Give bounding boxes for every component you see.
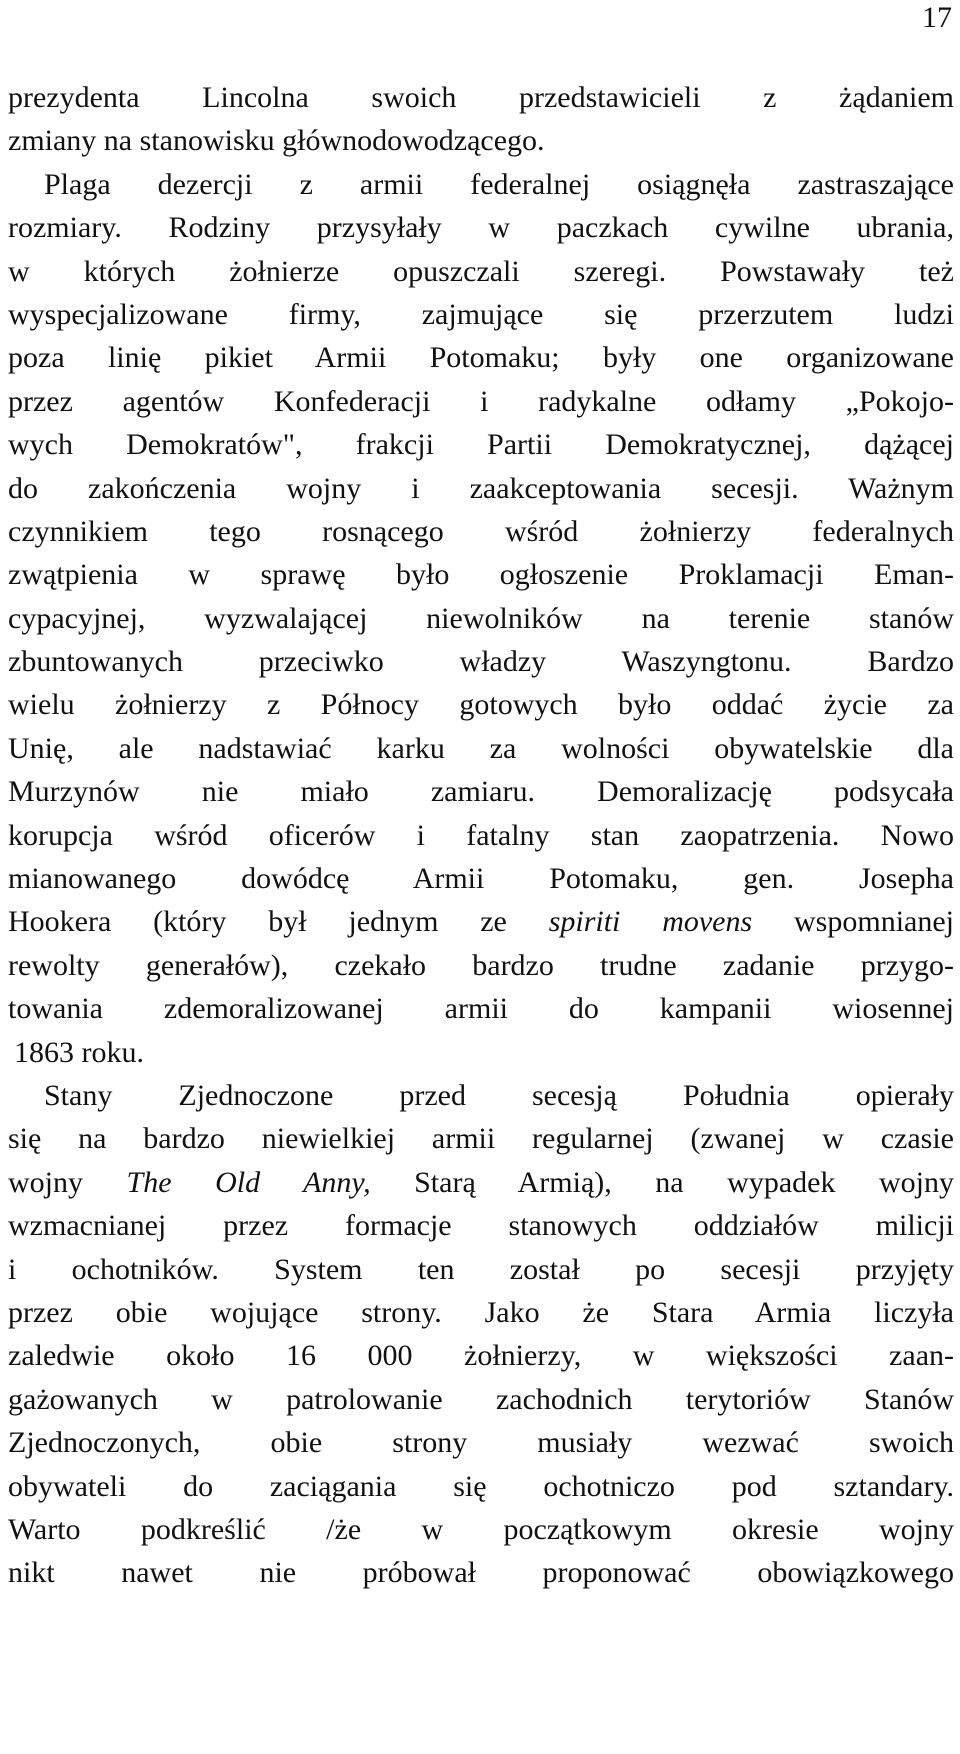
text-line: czynnikiem tego rosnącego wśród żołnierzy federalnych [8, 514, 954, 548]
text-line: Murzynów nie miało zamiaru. Demoralizację podsycała [8, 775, 954, 809]
text-line: i ochotników. System ten został po secesji przyjęty [8, 1252, 954, 1286]
text-segment: Hookera (który był jednym ze [8, 905, 549, 939]
text-line: Unię, ale nadstawiać karku za wolności obywatelskie dla [8, 731, 954, 765]
text-line: rozmiary. Rodziny przysyłały w paczkach cywilne ubrania, [8, 211, 954, 245]
text-line: Stany Zjednoczone przed secesją Południa opierały [44, 1078, 954, 1112]
text-line: mianowanego dowódcę Armii Potomaku, gen. Josepha [8, 862, 954, 896]
text-segment: wojny [8, 1165, 127, 1199]
text-line: obywateli do zaciągania się ochotniczo pod sztandary. [8, 1469, 954, 1503]
text-line: Zjednoczonych, obie strony musiały wezwać swoich [8, 1426, 954, 1460]
text-line: zbuntowanych przeciwko władzy Waszyngtonu. Bardzo [8, 645, 954, 679]
text-line: korupcja wśród oficerów i fatalny stan zaopatrzenia. Nowo [8, 818, 954, 852]
body-text [8, 76, 954, 1595]
text-line: przez agentów Konfederacji i radykalne odłamy „Pokojo- [8, 384, 954, 418]
italic-text: spiriti movens [548, 905, 753, 939]
text-line: poza linię pikiet Armii Potomaku; były one organizowane [8, 341, 954, 375]
text-line-with-italic [8, 1161, 954, 1204]
text-line: zwątpienia w sprawę było ogłoszenie Proklamacji Eman- [8, 558, 954, 592]
text-line: wych Demokratów", frakcji Partii Demokratycznej, dążącej [8, 428, 954, 462]
text-line: prezydenta Lincolna swoich przedstawicieli z żądaniem [8, 81, 954, 114]
text-line: przez obie wojujące strony. Jako że Stara Armia liczyła [8, 1295, 954, 1329]
text-line: Warto podkreślić /że w początkowym okresie wojny [8, 1512, 954, 1546]
text-line: zaledwie około 16 000 żołnierzy, w większości zaan- [8, 1339, 954, 1373]
text-line: wzmacnianej przez formacje stanowych oddziałów milicji [8, 1209, 954, 1243]
text-line: nikt nawet nie próbował proponować obowiązkowego [8, 1556, 954, 1590]
text-line: się na bardzo niewielkiej armii regularnej (zwanej w czasie [8, 1122, 954, 1156]
text-segment: Starą Armią), na wypadek wojny [370, 1165, 955, 1199]
text-line: rewolty generałów), czekało bardzo trudne zadanie przygo- [8, 948, 954, 982]
text-line: w których żołnierze opuszczali szeregi. Powstawały też [8, 254, 954, 288]
text-segment: wspomnianej [752, 905, 954, 939]
text-line: 1863 roku. [14, 1035, 144, 1069]
italic-text: The Old Anny, [126, 1165, 371, 1199]
page-number: 17 [922, 1, 952, 34]
text-line: towania zdemoralizowanej armii do kampanii wiosennej [8, 992, 954, 1026]
text-line: zmiany na stanowisku głównodowodzącego. [8, 124, 545, 158]
text-line: Plaga dezercji z armii federalnej osiągnęła zastraszające [44, 167, 954, 201]
text-line: cypacyjnej, wyzwalającej niewolników na terenie stanów [8, 601, 954, 635]
text-line: wielu żołnierzy z Północy gotowych było oddać życie za [8, 688, 954, 722]
text-line-with-italic [8, 900, 954, 943]
text-line: wyspecjalizowane firmy, zajmujące się przerzutem ludzi [8, 297, 954, 331]
text-line: do zakończenia wojny i zaakceptowania secesji. Ważnym [8, 471, 954, 505]
text-line: gażowanych w patrolowanie zachodnich terytoriów Stanów [8, 1382, 954, 1416]
